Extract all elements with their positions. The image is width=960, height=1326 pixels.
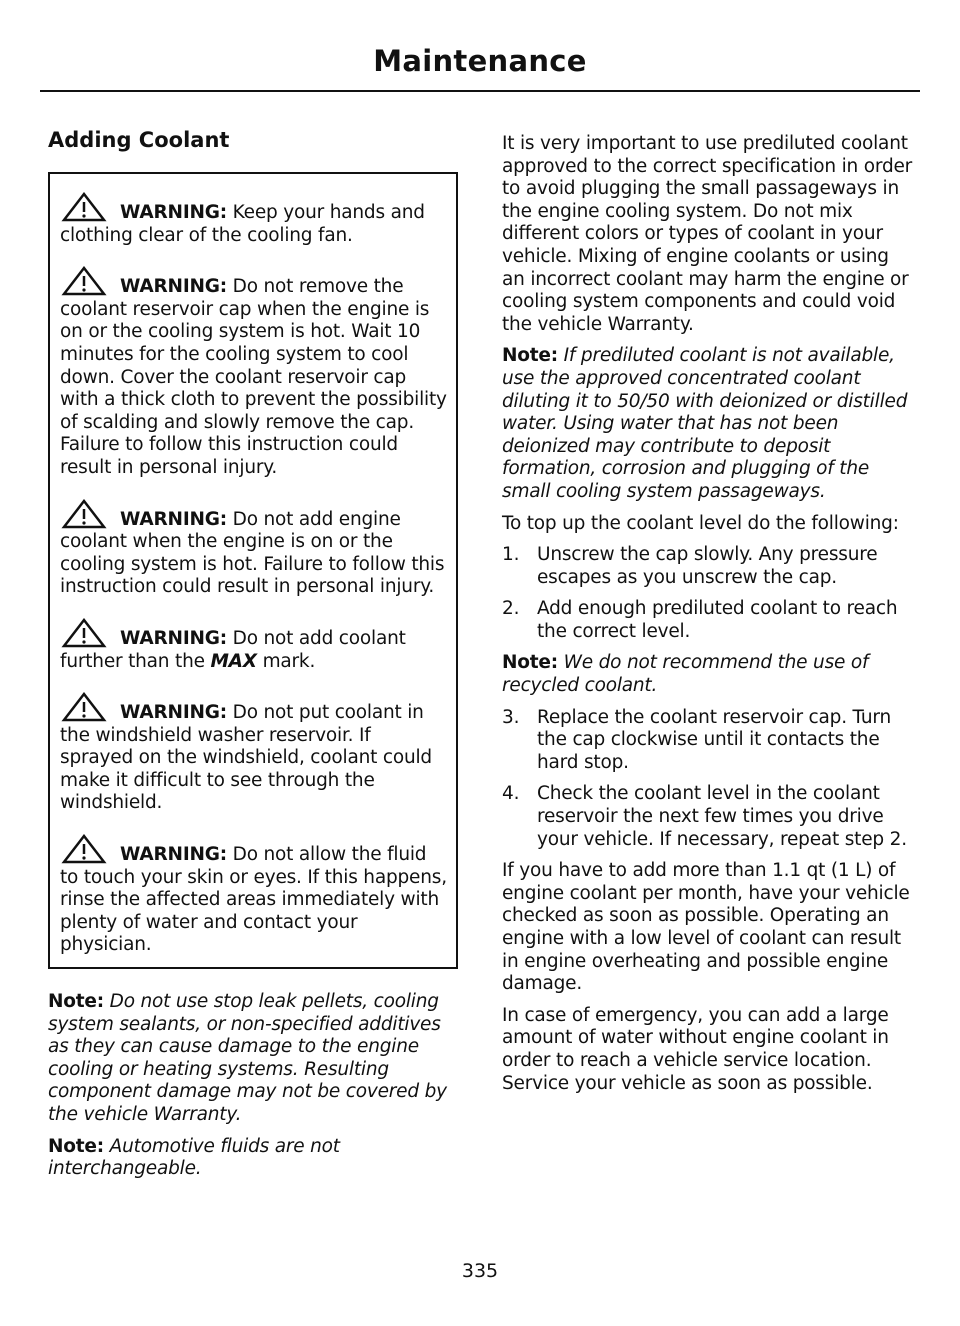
note-text: Do not use stop leak pellets, cooling system sealants, or non-specified additives as they can cause damage to the engine cooling or heating systems. Resulting component damage may not be covered by the vehicle Warranty. — [48, 991, 447, 1125]
section-title: Adding Coolant — [48, 128, 230, 152]
warning-text: Keep your hands and clothing clear of the cooling fan. — [60, 202, 425, 246]
warning-item — [60, 834, 448, 957]
paragraph: If you have to add more than 1.1 qt (1 L) of engine coolant per month, have your vehicle checked as soon as possible. Operating an engine with a low level of coolant can result in engine overheating and possible engine damage. — [502, 860, 910, 995]
warning-item — [60, 692, 448, 815]
list-item — [502, 783, 916, 851]
list-item — [502, 544, 916, 589]
warning-text: Do not remove the coolant reservoir cap when the engine is on or the cooling system is hot. Wait 10 minutes for the cooling system to cool down. Cover the coolant reservoir cap with a thick cloth to prevent the possibility of scalding and slowly remove the cap. Failure to follow this instruction could result in personal injury. — [60, 276, 447, 478]
warning-item — [60, 192, 448, 247]
warning-text-end: mark. — [262, 650, 316, 672]
note-text: We do not recommend the use of recycled coolant. — [502, 652, 869, 697]
step-text: Check the coolant level in the coolant reservoir the next few times you drive your vehicle. If necessary, repeat step 2. — [537, 783, 907, 850]
warning-item — [60, 618, 448, 673]
note-label: Note: — [502, 652, 558, 674]
warning-triangle-icon — [60, 192, 120, 222]
step-number: 4. — [502, 783, 520, 805]
warning-text: Do not allow the fluid to touch your skin or eyes. If this happens, rinse the affected areas immediately with plenty of water and contact your physician. — [60, 844, 447, 956]
warning-text: Do not add engine coolant when the engine is on or the cooling system is hot. Failure to follow this instruction could result in personal injury. — [60, 508, 445, 598]
step-number: 3. — [502, 706, 520, 728]
list-item — [502, 707, 916, 775]
note-label: Note: — [502, 345, 558, 367]
note — [48, 991, 460, 1127]
note-label: Note: — [48, 1135, 104, 1157]
paragraph: In case of emergency, you can add a large amount of water without engine coolant in order to reach a vehicle service location. Service your vehicle as soon as possible. — [502, 1004, 889, 1094]
step-text: Unscrew the cap slowly. Any pressure escapes as you unscrew the cap. — [537, 544, 878, 588]
step-number: 2. — [502, 598, 520, 620]
step-text: Replace the coolant reservoir cap. Turn the cap clockwise until it contacts the hard stop. — [537, 706, 891, 773]
left-column — [48, 128, 460, 1190]
note — [502, 345, 916, 503]
topup-intro: To top up the coolant level do the following: — [502, 512, 899, 534]
warning-label: WARNING: — [120, 202, 227, 223]
warning-triangle-icon — [60, 499, 120, 529]
warning-text: Do not add coolant further than the — [60, 627, 406, 672]
max-mark-text: MAX — [210, 650, 257, 672]
warning-item — [60, 499, 448, 599]
warning-triangle-icon — [60, 692, 120, 722]
note-label: Note: — [48, 991, 104, 1013]
intro-paragraph: It is very important to use prediluted coolant approved to the correct specification in order to avoid plugging the small passageways in the engine cooling system. Do not mix different colors or types of coolant in your vehicle. Mixing of engine coolants or using an incorrect coolant may harm the engine or cooling system components and could void the vehicle Warranty. — [502, 133, 913, 335]
note-text: Automotive fluids are not interchangeable. — [48, 1135, 340, 1180]
warning-triangle-icon — [60, 834, 120, 864]
page-number: 335 — [461, 1260, 499, 1282]
warning-triangle-icon — [60, 618, 120, 648]
warning-triangle-icon — [60, 266, 120, 296]
step-number: 1. — [502, 544, 520, 566]
note — [48, 1136, 460, 1181]
step-text: Add enough prediluted coolant to reach the correct level. — [537, 598, 898, 642]
warning-label: WARNING: — [120, 627, 227, 649]
warning-item — [60, 266, 448, 479]
warning-label: WARNING: — [120, 276, 227, 298]
warning-label: WARNING: — [120, 702, 227, 724]
right-column — [502, 133, 916, 1104]
warning-box — [48, 172, 458, 969]
warning-label: WARNING: — [120, 844, 227, 866]
warning-text: Do not put coolant in the windshield washer reservoir. If sprayed on the windshield, coolant could make it difficult to see through the windshield. — [60, 702, 432, 814]
note — [502, 652, 916, 697]
note-text: If prediluted coolant is not available, use the approved concentrated coolant diluting it to 50/50 with deionized or distilled water. Using water that has not been deionized may contribute to deposit formation, corrosion and plugging of the small cooling system passageways. — [502, 345, 908, 502]
header-divider — [40, 90, 920, 92]
list-item — [502, 598, 916, 643]
warning-label: WARNING: — [120, 508, 227, 530]
page-title: Maintenance — [373, 44, 587, 78]
